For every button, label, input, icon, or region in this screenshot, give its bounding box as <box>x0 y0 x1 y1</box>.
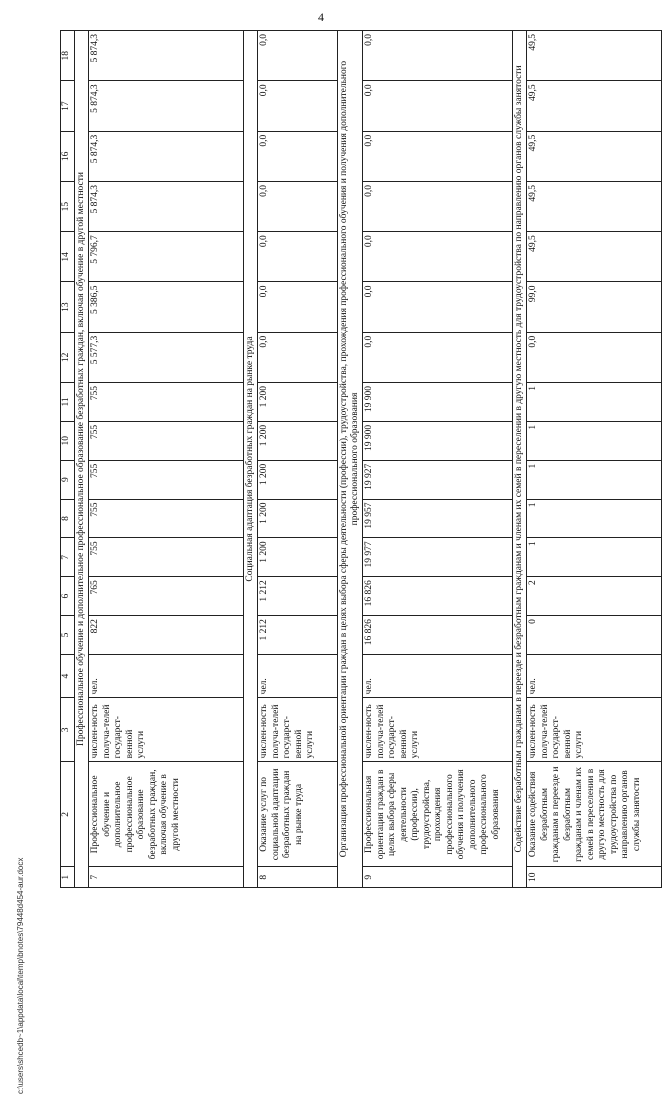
value-cell: 49,5 <box>527 81 662 131</box>
indicator-name: числен-ность получа-телей государст-венной услуги <box>527 698 662 762</box>
value-cell: 0,0 <box>258 31 338 81</box>
value-cell: 755 <box>89 421 244 460</box>
value-cell: 1 <box>527 460 662 499</box>
value-cell: 19 927 <box>363 460 513 499</box>
column-number-cell: 11 <box>61 383 75 422</box>
value-cell: 0,0 <box>258 332 338 382</box>
service-name: Профессиональная ориентация граждан в целях выбора сферы деятельности (профессии), трудоустройства, прохождения профессионального обучения и получения дополнительного профессионального образования <box>363 762 513 867</box>
row-number: 9 <box>363 867 513 888</box>
value-cell: 49,5 <box>527 31 662 81</box>
column-number-row <box>61 31 75 888</box>
unit-of-measure: чел. <box>527 654 662 697</box>
unit-of-measure: чел. <box>89 654 244 697</box>
column-number-cell: 17 <box>61 81 75 131</box>
row-number: 8 <box>258 867 338 888</box>
value-cell: 1 212 <box>258 616 338 655</box>
value-cell: 19 900 <box>363 421 513 460</box>
value-cell: 0,0 <box>363 232 513 282</box>
service-name: Оказание услуг по социальной адаптации безработных граждан на рынке труда <box>258 762 338 867</box>
value-cell: 0,0 <box>363 181 513 231</box>
value-cell: 2 <box>527 577 662 616</box>
table-row <box>527 31 662 888</box>
footer-file-path: c:\users\shcedb~1\appdata\local\temp\bnotes\79448d454-aur.docx <box>16 857 25 1094</box>
section-title: Профессиональное обучение и дополнительное профессиональное образование безработных граждан, включая обучение в другой местности <box>75 31 89 888</box>
value-cell: 5 577,3 <box>89 332 244 382</box>
value-cell: 755 <box>89 383 244 422</box>
row-number: 10 <box>527 867 662 888</box>
value-cell: 0,0 <box>258 81 338 131</box>
column-number-cell: 5 <box>61 616 75 655</box>
value-cell: 5 874,3 <box>89 131 244 181</box>
section-title-row <box>513 31 527 888</box>
row-number: 7 <box>89 867 244 888</box>
value-cell: 0,0 <box>363 332 513 382</box>
services-table <box>60 30 662 888</box>
value-cell: 1 200 <box>258 499 338 538</box>
indicator-name: числен-ность получа-телей государст-венной услуги <box>89 698 244 762</box>
value-cell: 0,0 <box>527 332 662 382</box>
value-cell: 19 900 <box>363 383 513 422</box>
value-cell: 1 212 <box>258 577 338 616</box>
value-cell: 5 874,3 <box>89 31 244 81</box>
column-number-cell: 6 <box>61 577 75 616</box>
value-cell: 19 977 <box>363 538 513 577</box>
value-cell: 19 957 <box>363 499 513 538</box>
value-cell: 49,5 <box>527 232 662 282</box>
value-cell: 0 <box>527 616 662 655</box>
value-cell: 5 874,3 <box>89 81 244 131</box>
column-number-cell: 8 <box>61 499 75 538</box>
section-title: Содействие безработным гражданам в переезде и безработным гражданам и членам их семей в переселении в другую местность для трудоустройства по направлению органов службы занятости <box>513 31 527 888</box>
value-cell: 755 <box>89 499 244 538</box>
value-cell: 1 200 <box>258 460 338 499</box>
column-number-cell: 15 <box>61 181 75 231</box>
column-number-cell: 10 <box>61 421 75 460</box>
value-cell: 1 200 <box>258 383 338 422</box>
value-cell: 0,0 <box>258 282 338 332</box>
value-cell: 5 796,7 <box>89 232 244 282</box>
value-cell: 1 <box>527 421 662 460</box>
table-row <box>258 31 338 888</box>
service-name: Профессиональное обучение и дополнительное профессиональное образование безработных граждан, включая обучение в другой местности <box>89 762 244 867</box>
value-cell: 1 <box>527 538 662 577</box>
column-number-cell: 7 <box>61 538 75 577</box>
value-cell: 1 200 <box>258 421 338 460</box>
section-title-row <box>75 31 89 888</box>
service-name: Оказание содействия безработным гражданам в переезде и безработным гражданам и членам их семей в переселении в другую местность для трудоустройства по направлению органов службы занятости <box>527 762 662 867</box>
column-number-cell: 1 <box>61 867 75 888</box>
table-row <box>89 31 244 888</box>
section-title: Социальная адаптация безработных граждан на рынке труда <box>244 31 258 888</box>
value-cell: 765 <box>89 577 244 616</box>
value-cell: 1 <box>527 383 662 422</box>
section-title-row <box>244 31 258 888</box>
value-cell: 49,5 <box>527 131 662 181</box>
unit-of-measure: чел. <box>363 654 513 697</box>
value-cell: 755 <box>89 460 244 499</box>
rotated-table-wrapper <box>60 30 642 888</box>
column-number-cell: 16 <box>61 131 75 181</box>
footer-file-path-wrapper <box>4 857 34 1094</box>
table-row <box>363 31 513 888</box>
value-cell: 49,5 <box>527 181 662 231</box>
value-cell: 0,0 <box>363 31 513 81</box>
column-number-cell: 2 <box>61 762 75 867</box>
value-cell: 16 826 <box>363 616 513 655</box>
value-cell: 16 826 <box>363 577 513 616</box>
value-cell: 0,0 <box>258 232 338 282</box>
value-cell: 822 <box>89 616 244 655</box>
value-cell: 5 874,3 <box>89 181 244 231</box>
column-number-cell: 13 <box>61 282 75 332</box>
value-cell: 0,0 <box>258 181 338 231</box>
value-cell: 5 386,5 <box>89 282 244 332</box>
column-number-cell: 3 <box>61 698 75 762</box>
value-cell: 755 <box>89 538 244 577</box>
column-number-cell: 9 <box>61 460 75 499</box>
value-cell: 99,0 <box>527 282 662 332</box>
value-cell: 0,0 <box>258 131 338 181</box>
column-number-cell: 14 <box>61 232 75 282</box>
section-title: Организация профессиональной ориентации граждан в целях выбора сферы деятельности (профессии), трудоустройства, прохождения профессионального обучения и получения дополнительного профессионального образования <box>338 31 363 888</box>
section-title-row <box>338 31 363 888</box>
indicator-name: числен-ность получа-телей государст-венной услуги <box>363 698 513 762</box>
indicator-name: числен-ность получа-телей государст-венной услуги <box>258 698 338 762</box>
column-number-cell: 18 <box>61 31 75 81</box>
column-number-cell: 4 <box>61 654 75 697</box>
page-number: 4 <box>318 10 324 24</box>
value-cell: 0,0 <box>363 131 513 181</box>
value-cell: 1 <box>527 499 662 538</box>
value-cell: 0,0 <box>363 282 513 332</box>
value-cell: 0,0 <box>363 81 513 131</box>
value-cell: 1 200 <box>258 538 338 577</box>
unit-of-measure: чел. <box>258 654 338 697</box>
column-number-cell: 12 <box>61 332 75 382</box>
